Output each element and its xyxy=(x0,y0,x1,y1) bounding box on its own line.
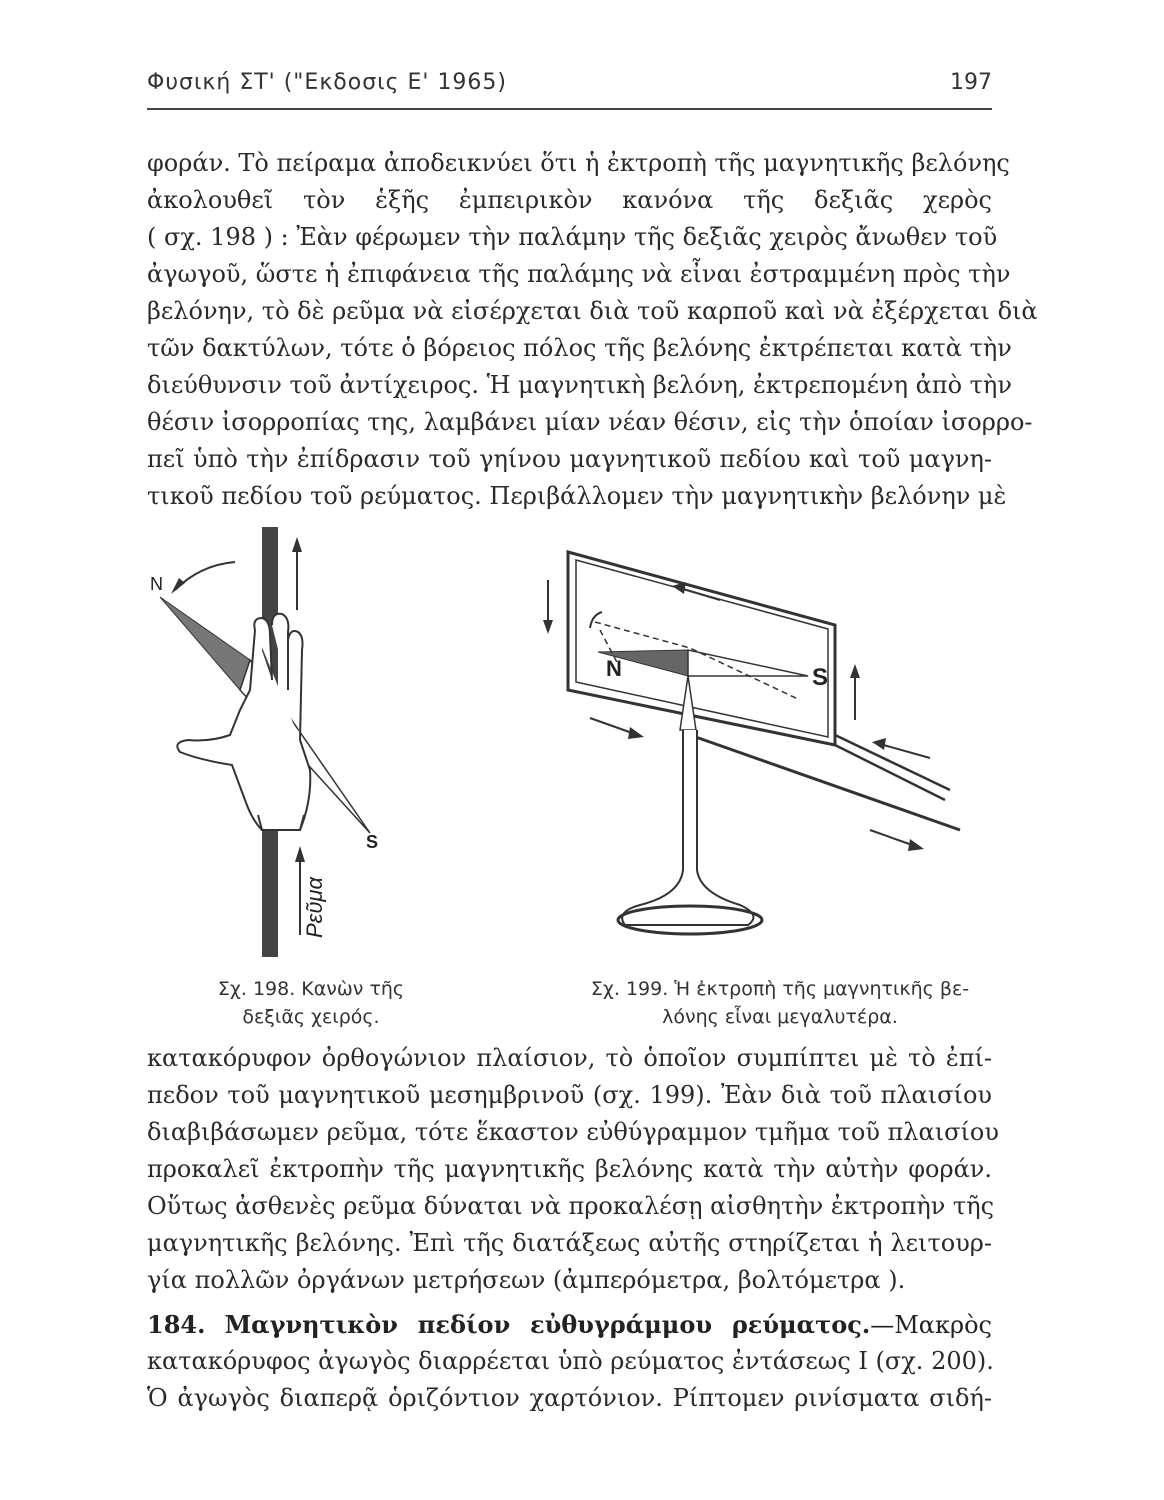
deflection-arrow xyxy=(590,612,602,628)
text-line: ἀγωγοῦ, ὥστε ἡ ἐπιφάνεια τῆς παλάμης νὰ εἶναι ἐστραμμένη πρὸς τὴν xyxy=(147,260,1011,288)
text-line: Ὁ ἀγωγὸς διαπερᾷ ὁριζόντιον χαρτόνιον. Ρίπτομεν ρινίσματα σιδή- xyxy=(147,1384,992,1412)
frame-lead-top xyxy=(835,735,950,800)
frame-lead-bottom xyxy=(690,735,960,830)
paragraph-3 xyxy=(147,1343,992,1417)
frame-front xyxy=(568,552,835,745)
caption-line: Σχ. 198. Κανὼν τῆς xyxy=(217,978,405,1000)
fig198-label-current: Ρεῦμα xyxy=(302,876,327,938)
text-line: πεῖ ὑπὸ τὴν ἐπίδρασιν τοῦ γηίνου μαγνητικοῦ πεδίου καὶ τοῦ μαγνη- xyxy=(147,445,992,473)
frame-arrowhead-right xyxy=(850,664,860,678)
text-line: ( σχ. 198 ) : Ἐὰν φέρωμεν τὴν παλάμην τῆς δεξιᾶς χειρὸς ἄνωθεν τοῦ xyxy=(147,223,998,251)
text-line: προκαλεῖ ἐκτροπὴν τῆς μαγνητικῆς βελόνης κατὰ τὴν αὐτὴν φοράν. xyxy=(147,1155,992,1183)
section-number: 184. xyxy=(147,1310,206,1339)
fig198-label-south: S xyxy=(366,832,379,852)
text-line: θέσιν ἰσορροπίας της, λαμβάνει μίαν νέαν θέσιν, εἰς τὴν ὁποίαν ἰσορρο- xyxy=(147,408,1033,436)
section-184-heading xyxy=(147,1306,992,1343)
text-line: πεδον τοῦ μαγνητικοῦ μεσημβρινοῦ (σχ. 199). Ἐὰν διὰ τοῦ πλαισίου xyxy=(147,1081,992,1109)
fig199-label-north: N xyxy=(606,656,622,681)
text-line: κατακόρυφος ἀγωγὸς διαρρέεται ὑπὸ ρεύματος ἐντάσεως Ι (σχ. 200). xyxy=(147,1347,994,1375)
fig198-label-north: N xyxy=(150,574,163,594)
text-line: κατακόρυφον ὀρθογώνιον πλαίσιον, τὸ ὁποῖον συμπίπτει μὲ τὸ ἐπί- xyxy=(147,1044,992,1072)
text-line: φοράν. Τὸ πείραμα ἀποδεικνύει ὅτι ἡ ἐκτροπὴ τῆς μαγνητικῆς βελόνης xyxy=(147,149,1010,177)
caption-line: Σχ. 199. Ἡ ἐκτροπὴ τῆς μαγνητικῆς βε- xyxy=(590,978,970,1000)
frame-arrowhead-left xyxy=(543,620,553,634)
page-number: 197 xyxy=(950,70,992,95)
frame-arrow-top xyxy=(680,588,720,600)
figure-199-caption xyxy=(560,975,1000,1031)
text-line: τῶν δακτύλων, τότε ὁ βόρειος πόλος τῆς βελόνης ἐκτρέπεται κατὰ τὴν xyxy=(147,334,1012,362)
text-line: διεύθυνσιν τοῦ ἀντίχειρος. Ἡ μαγνητικὴ βελόνη, ἐκτρεπομένη ἀπὸ τὴν xyxy=(147,371,1012,399)
running-title: Φυσική ΣΤ' ("Εκδοσις Ε' 1965) xyxy=(147,70,508,95)
text-line: γία πολλῶν ὀργάνων μετρήσεων (ἀμπερόμετρα, βολτόμετρα ). xyxy=(147,1266,906,1294)
needle-stand xyxy=(622,730,753,925)
hand-outline xyxy=(177,614,310,830)
caption-line: λόνης εἶναι μεγαλυτέρα. xyxy=(662,1006,898,1028)
lead-arrow-2 xyxy=(870,830,915,846)
paragraph-2 xyxy=(147,1040,999,1299)
lead-arrowhead-2 xyxy=(908,839,924,851)
text-line: ἀκολουθεῖ τὸν ἑξῆς ἐμπειρικὸν κανόνα τῆς δεξιᾶς χερὸς xyxy=(147,186,992,214)
lead-arrow-1 xyxy=(880,744,930,758)
figure-198-caption xyxy=(196,975,426,1031)
figure-199 xyxy=(543,552,960,934)
text-line: βελόνην, τὸ δὲ ρεῦμα νὰ εἰσέρχεται διὰ τοῦ καρποῦ καὶ νὰ ἐξέρχεται διὰ xyxy=(147,297,1038,325)
frame-arrowhead-bottom xyxy=(628,727,644,739)
frame-inner xyxy=(576,560,828,737)
text-line: τικοῦ πεδίου τοῦ ρεύματος. Περιβάλλομεν τὴν μαγνητικὴν βελόνην μὲ xyxy=(147,482,1007,510)
pivot xyxy=(680,676,696,730)
section-intro: —Μακρὸς xyxy=(870,1311,992,1339)
lead-arrowhead-1 xyxy=(872,738,886,750)
caption-line: δεξιᾶς χειρός. xyxy=(242,1006,380,1028)
rotation-arrowhead xyxy=(171,578,185,594)
fig199-label-south: S xyxy=(812,664,829,691)
section-title: Μαγνητικὸν πεδίον εὐθυγράμμου ρεύματος. xyxy=(224,1310,871,1339)
text-line: διαβιβάσωμεν ρεῦμα, τότε ἕκαστον εὐθύγραμμον τμῆμα τοῦ πλαισίου xyxy=(147,1118,999,1146)
figure-198 xyxy=(150,527,378,957)
text-line: μαγνητικῆς βελόνης. Ἐπὶ τῆς διατάξεως αὐτῆς στηρίζεται ἡ λειτουρ- xyxy=(147,1229,992,1257)
needle-north-half xyxy=(160,597,250,690)
needle-south xyxy=(688,650,808,676)
current-arrowhead xyxy=(295,846,305,862)
frame-arrow-bottom xyxy=(590,718,635,734)
field-arrowhead xyxy=(292,537,302,552)
rotation-arrow xyxy=(175,562,235,590)
text-line: Οὕτως ἀσθενὲς ρεῦμα δύναται νὰ προκαλέσῃ αἰσθητὴν ἐκτροπὴν τῆς xyxy=(147,1192,995,1220)
